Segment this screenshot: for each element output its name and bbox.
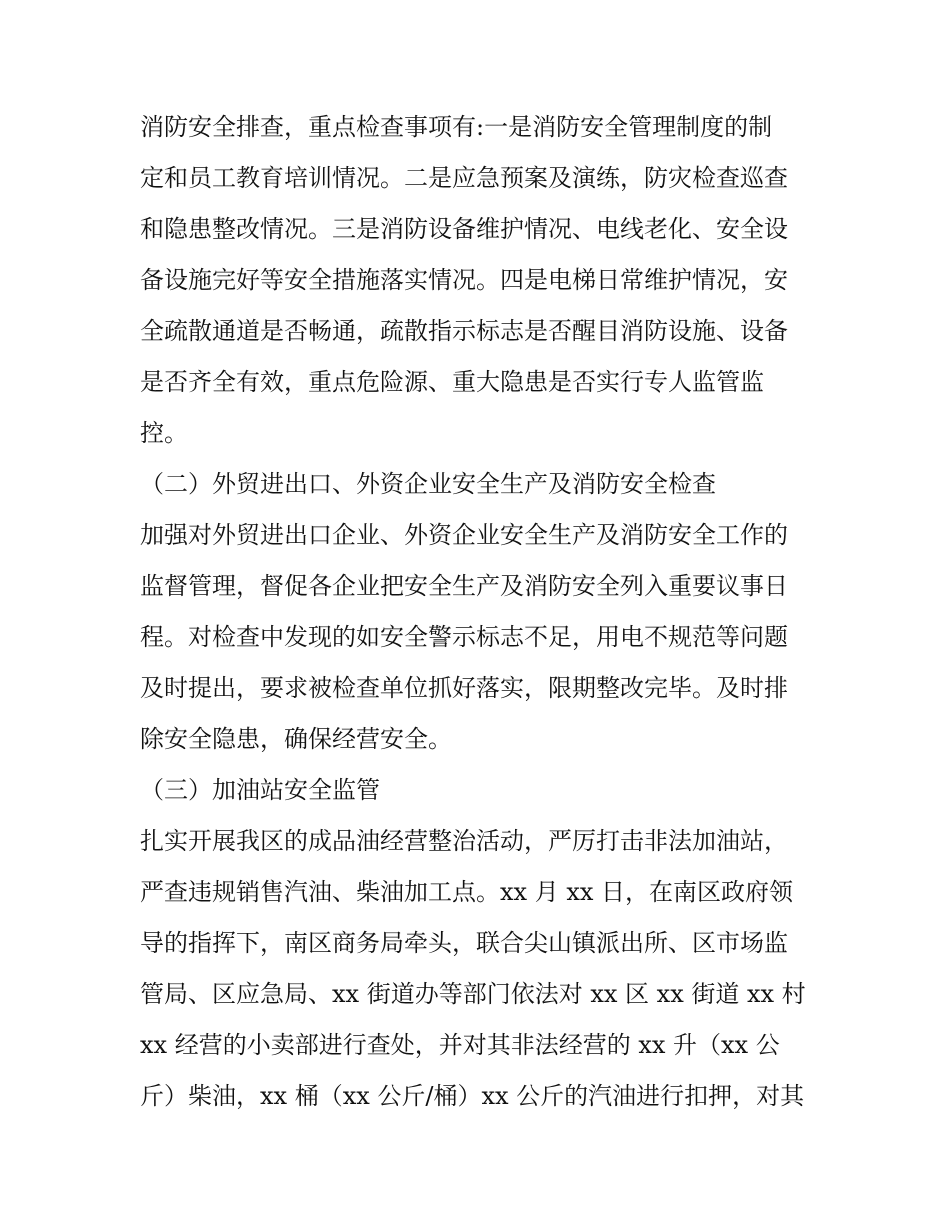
text-line: 和隐患整改情况。三是消防设备维护情况、电线老化、安全设 (140, 215, 788, 243)
text-line: 斤）柴油，xx 桶（xx 公斤/桶）xx 公斤的汽油进行扣押，对其 (140, 1082, 805, 1110)
text-line: 定和员工教育培训情况。二是应急预案及演练，防灾检查巡查 (140, 164, 788, 192)
section-heading: （二）外贸进出口、外资企业安全生产及消防安全检查 (140, 470, 716, 498)
text-line: 控。 (140, 419, 188, 447)
document-body (140, 102, 820, 1122)
text-line: 及时提出，要求被检查单位抓好落实，限期整改完毕。及时排 (140, 674, 788, 702)
text-line: 备设施完好等安全措施落实情况。四是电梯日常维护情况，安 (140, 266, 788, 294)
text-line: 加强对外贸进出口企业、外资企业安全生产及消防安全工作的 (140, 521, 788, 549)
text-line: 消防安全排查，重点检查事项有:一是消防安全管理制度的制 (140, 113, 773, 141)
text-line: 管局、区应急局、xx 街道办等部门依法对 xx 区 xx 街道 xx 村 (140, 980, 806, 1008)
text-line: 程。对检查中发现的如安全警示标志不足，用电不规范等问题 (140, 623, 788, 651)
text-line: 导的指挥下，南区商务局牵头，联合尖山镇派出所、区市场监 (140, 929, 788, 957)
section-heading: （三）加油站安全监管 (140, 776, 380, 804)
text-line: 全疏散通道是否畅通，疏散指示标志是否醒目消防设施、设备 (140, 317, 788, 345)
text-line: xx 经营的小卖部进行查处，并对其非法经营的 xx 升（xx 公 (140, 1031, 780, 1059)
text-line: 扎实开展我区的成品油经营整治活动，严厉打击非法加油站， (140, 827, 788, 855)
text-line: 是否齐全有效，重点危险源、重大隐患是否实行专人监管监 (140, 368, 764, 396)
text-line: 严查违规销售汽油、柴油加工点。xx 月 xx 日，在南区政府领 (140, 878, 794, 906)
text-line: 监督管理，督促各企业把安全生产及消防安全列入重要议事日 (140, 572, 788, 600)
text-line: 除安全隐患，确保经营安全。 (140, 725, 452, 753)
